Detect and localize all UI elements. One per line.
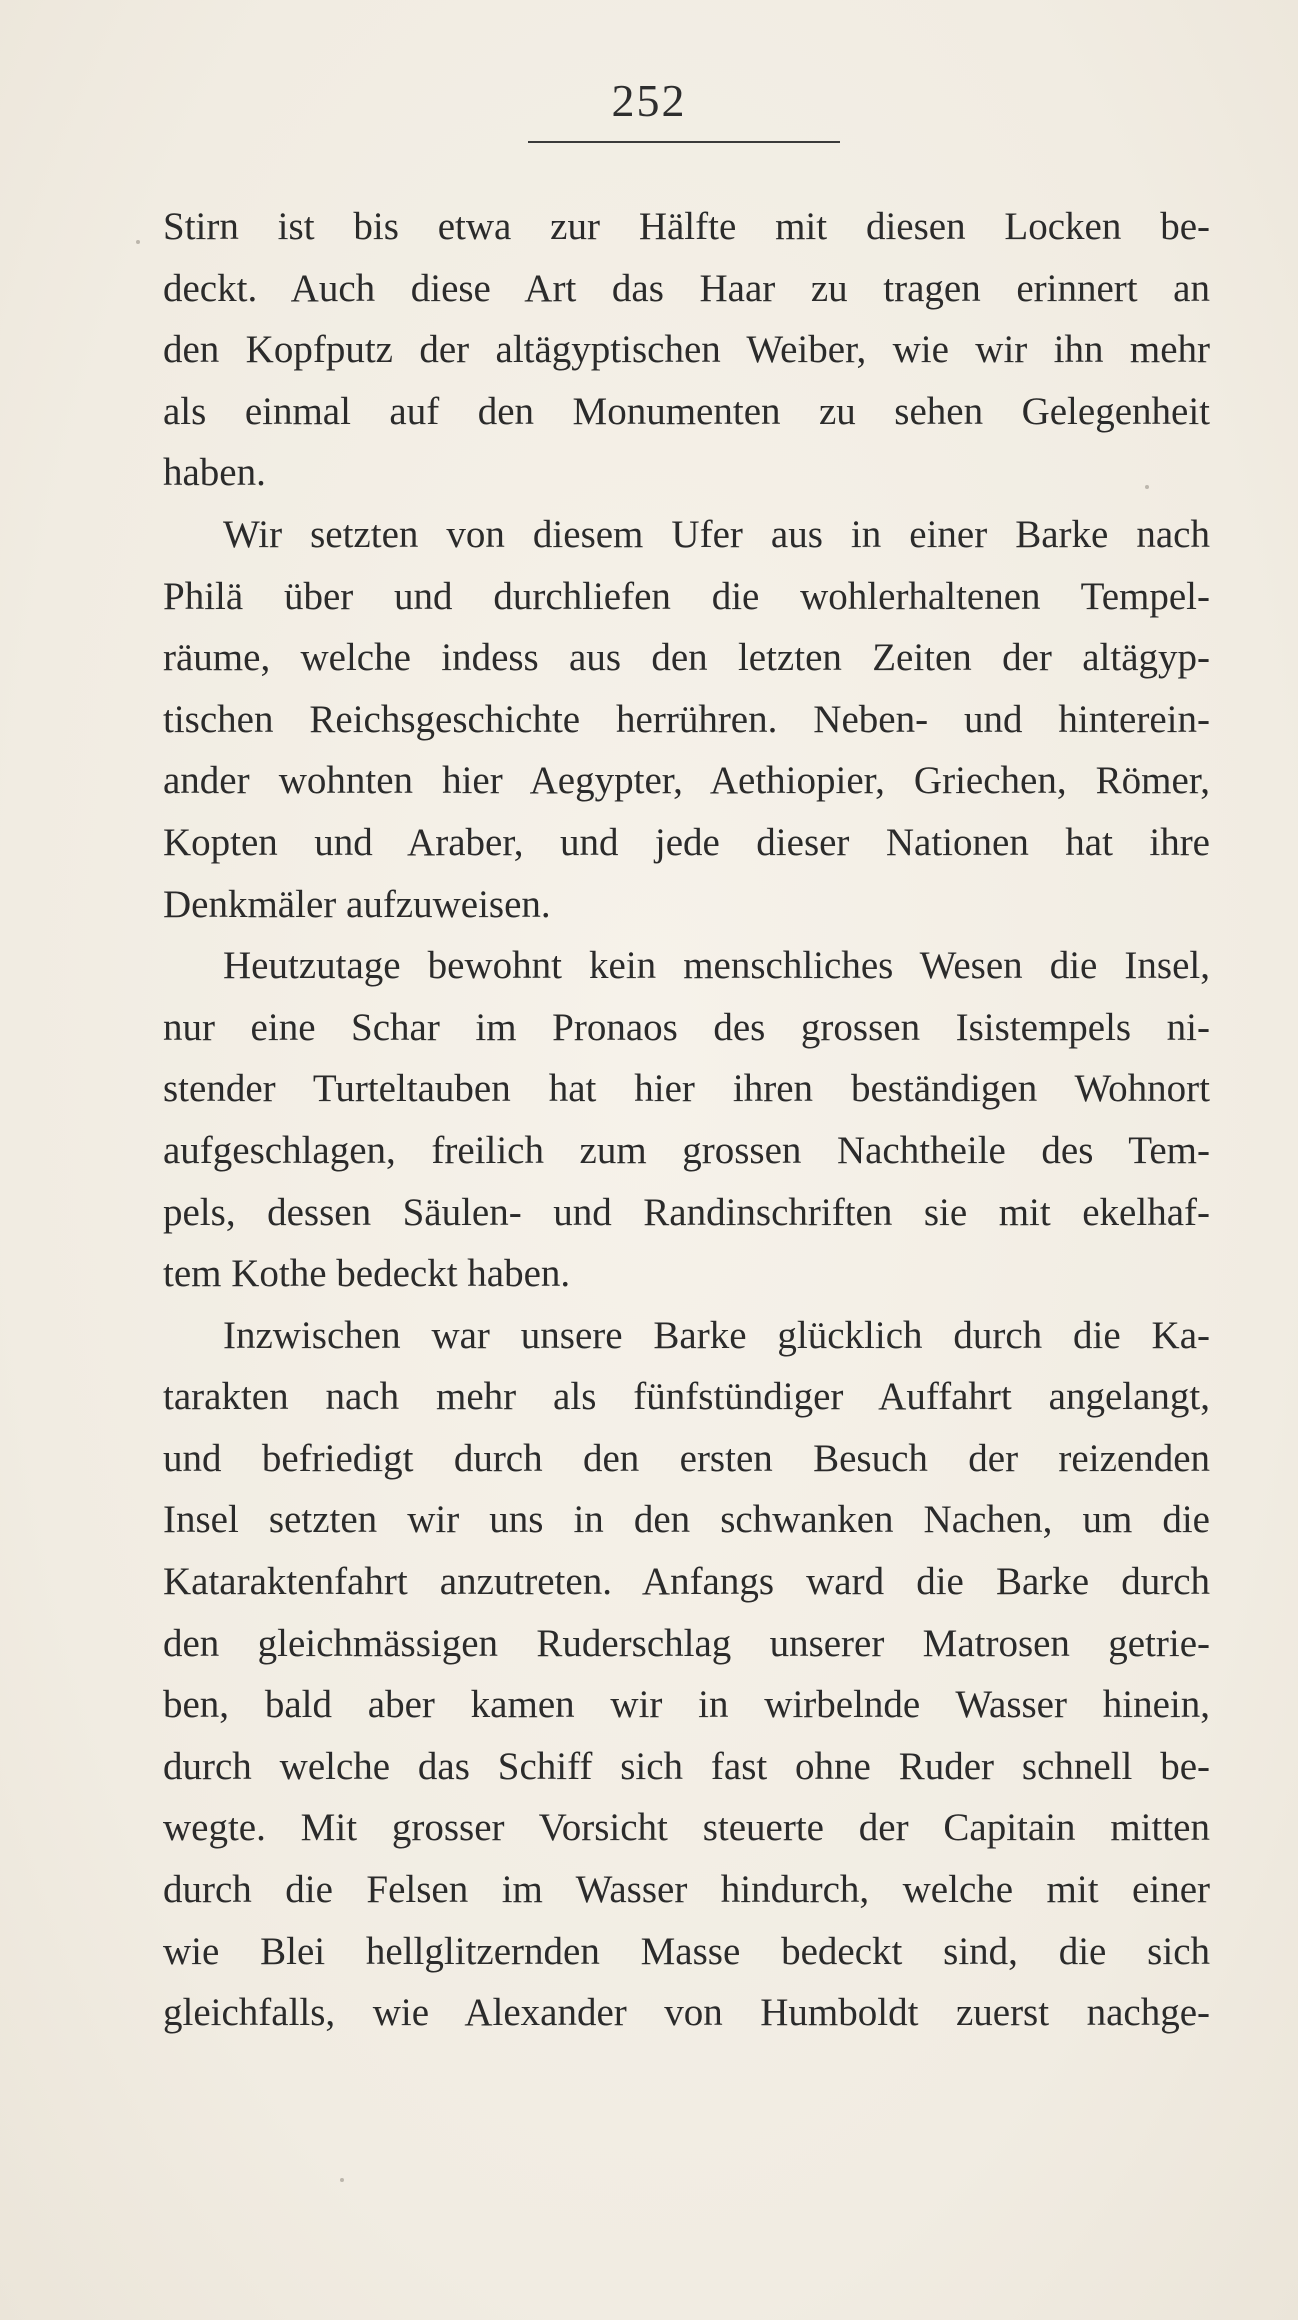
header-rule <box>528 141 840 143</box>
text-line: als einmal auf den Monumenten zu sehen Gelegenheit <box>163 389 1210 433</box>
text-line: Denkmäler aufzuweisen. <box>163 882 551 926</box>
text-line: gleichfalls, wie Alexander von Humboldt zuerst nachge- <box>163 1991 1210 2035</box>
text-line: wie Blei hellglitzernden Masse bedeckt sind, die sich <box>163 1929 1210 1973</box>
text-line: pels, dessen Säulen- und Randinschriften sie mit ekelhaf- <box>163 1190 1210 1234</box>
paper-speck <box>136 240 140 244</box>
text-line: Inzwischen war unsere Barke glücklich durch die Ka- <box>223 1313 1210 1357</box>
text-line: und befriedigt durch den ersten Besuch der reizenden <box>163 1436 1210 1480</box>
text-line: Wir setzten von diesem Ufer aus in einer Barke nach <box>223 512 1210 556</box>
text-line: Stirn ist bis etwa zur Hälfte mit diesen Locken be- <box>163 205 1210 248</box>
text-line: Philä über und durchliefen die wohlerhaltenen Tempel- <box>163 574 1210 618</box>
text-line: stender Turteltauben hat hier ihren beständigen Wohnort <box>163 1067 1210 1111</box>
text-line: tarakten nach mehr als fünfstündiger Auffahrt angelangt, <box>163 1375 1210 1419</box>
text-line: durch welche das Schiff sich fast ohne Ruder schnell be- <box>163 1744 1210 1788</box>
paper-speck <box>1145 485 1149 489</box>
page-number: 252 <box>611 75 687 126</box>
text-line: Kopten und Araber, und jede dieser Nationen hat ihre <box>163 820 1210 864</box>
text-line: tem Kothe bedeckt haben. <box>163 1252 571 1296</box>
text-line: Heutzutage bewohnt kein menschliches Wesen die Insel, <box>223 944 1210 988</box>
text-line: tischen Reichsgeschichte herrühren. Neben- und hinterein- <box>163 697 1210 741</box>
text-line: nur eine Schar im Pronaos des grossen Isistempels ni- <box>163 1005 1210 1049</box>
text-line: Insel setzten wir uns in den schwanken Nachen, um die <box>163 1498 1210 1542</box>
text-line: Kataraktenfahrt anzutreten. Anfangs ward die Barke durch <box>163 1560 1210 1604</box>
text-line: durch die Felsen im Wasser hindurch, welche mit einer <box>163 1868 1210 1912</box>
text-line: wegte. Mit grosser Vorsicht steuerte der Capitain mitten <box>163 1806 1210 1850</box>
text-line: den gleichmässigen Ruderschlag unserer Matrosen getrie- <box>163 1621 1210 1665</box>
text-line: ben, bald aber kamen wir in wirbelnde Wasser hinein, <box>163 1683 1210 1727</box>
text-line: deckt. Auch diese Art das Haar zu tragen erinnert an <box>163 266 1210 310</box>
text-line: räume, welche indess aus den letzten Zeiten der altägyp- <box>163 636 1210 680</box>
text-line: den Kopfputz der altägyptischen Weiber, wie wir ihn mehr <box>163 328 1210 372</box>
text-line: ander wohnten hier Aegypter, Aethiopier, Griechen, Römer, <box>163 759 1210 803</box>
text-line: haben. <box>163 451 266 495</box>
body-text <box>163 196 1210 2044</box>
paper-speck <box>340 2178 344 2182</box>
text-line: aufgeschlagen, freilich zum grossen Nachtheile des Tem- <box>163 1128 1210 1172</box>
